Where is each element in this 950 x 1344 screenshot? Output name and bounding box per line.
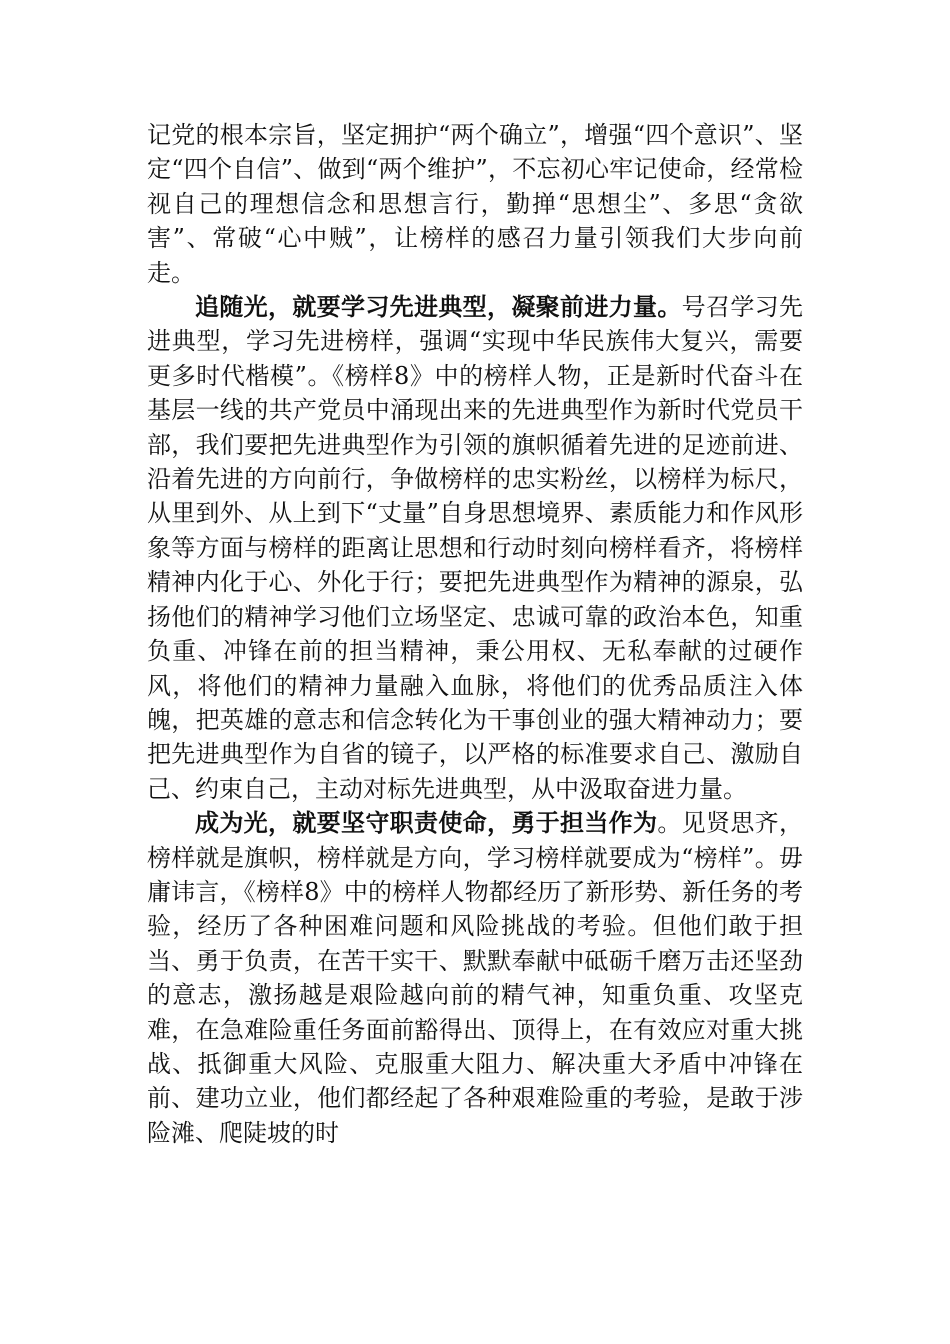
paragraph-follow-light: [147, 290, 803, 806]
paragraph-become-light: [147, 806, 803, 1150]
paragraph-continuation: [147, 118, 803, 290]
document-page: [147, 118, 803, 1150]
paragraph-text: 。见贤思齐，榜样就是旗帜，榜样就是方向，学习榜样就要成为“榜样”。毋庸讳言，《榜样8》中的榜样人物都经历了新形势、新任务的考验，经历了各种困难问题和风险挑战的考验。但他们敢于担当、勇于负责，在苦干实干、默默奉献中砥砺千磨万击还坚劲的意志，激扬越是艰险越向前的精气神，知重负重、攻坚克难，在急难险重任务面前豁得出、顶得上，在有效应对重大挑战、抵御重大风险、克服重大阻力、解决重大矛盾中冲锋在前、建功立业，他们都经起了各种艰难险重的考验，是敢于涉险滩、爬陡坡的时: [147, 809, 804, 1147]
paragraph-lead-heading: 追随光，就要学习先进典型，凝聚前进力量。: [195, 292, 682, 322]
paragraph-text: 号召学习先进典型，学习先进榜样，强调“实现中华民族伟大复兴，需要更多时代楷模”。《榜样8》中的榜样人物，正是新时代奋斗在基层一线的共产党员中涌现出来的先进典型作为新时代党员干部，我们要把先进典型作为引领的旗帜循着先进的足迹前进、沿着先进的方向前行，争做榜样的忠实粉丝，以榜样为标尺，从里到外、从上到下“丈量”自身思想境界、素质能力和作风形象等方面与榜样的距离让思想和行动时刻向榜样看齐，将榜样精神内化于心、外化于行；要把先进典型作为精神的源泉，弘扬他们的精神学习他们立场坚定、忠诚可靠的政治本色，知重负重、冲锋在前的担当精神，秉公用权、无私奉献的过硬作风，将他们的精神力量融入血脉，将他们的优秀品质注入体魄，把英雄的意志和信念转化为干事创业的强大精神动力；要把先进典型作为自省的镜子，以严格的标准要求自己、激励自己、约束自己，主动对标先进典型，从中汲取奋进力量。: [147, 293, 804, 803]
paragraph-lead-heading: 成为光，就要坚守职责使命，勇于担当作为: [195, 808, 658, 838]
paragraph-text: 记党的根本宗旨，坚定拥护“两个确立”，增强“四个意识”、坚定“四个自信”、做到“两个维护”，不忘初心牢记使命，经常检视自己的理想信念和思想言行，勤掸“思想尘”、多思“贪欲害”、常破“心中贼”，让榜样的感召力量引领我们大步向前走。: [147, 121, 803, 287]
